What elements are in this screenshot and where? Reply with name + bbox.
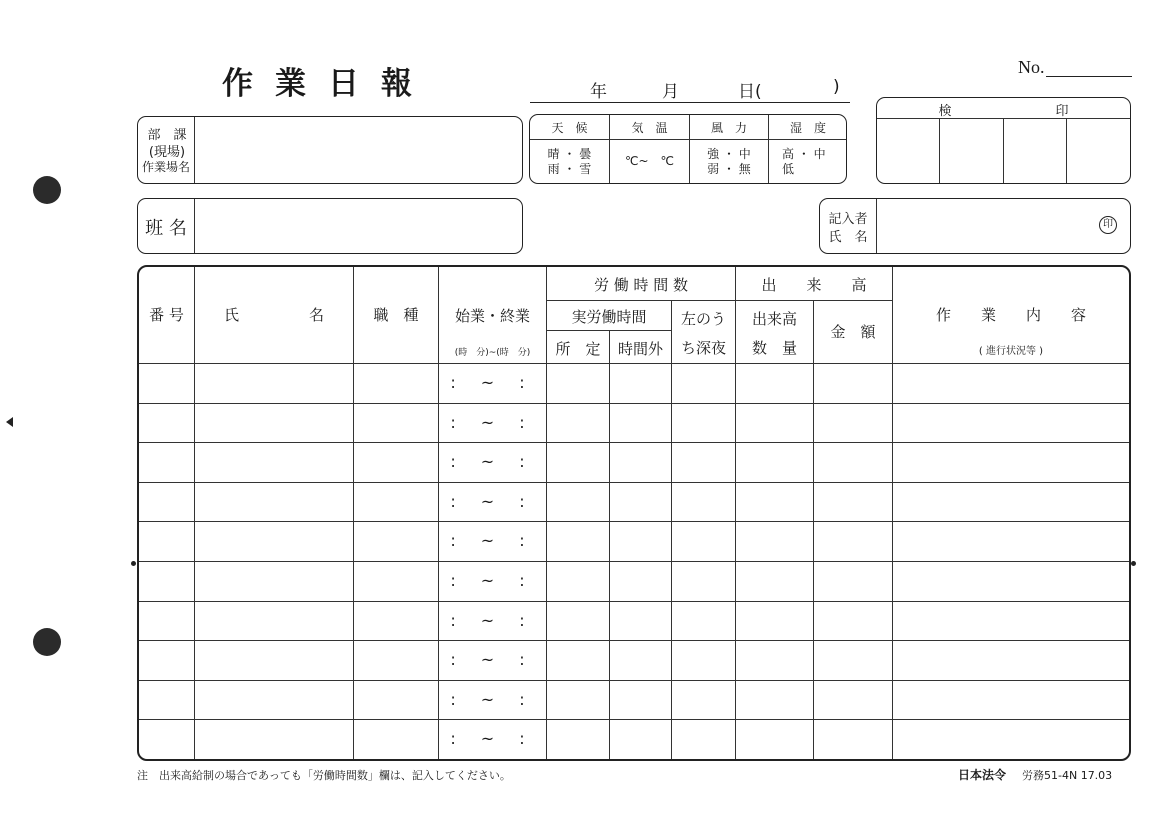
row-divider: [139, 482, 1129, 483]
row-time-field[interactable]: : ~ :: [450, 491, 535, 511]
date-close-label: ): [833, 77, 840, 97]
row-time-field[interactable]: : ~ :: [450, 373, 535, 392]
row-divider: [139, 521, 1129, 522]
punch-hole-bottom: [33, 628, 61, 656]
center-mark-left: [131, 561, 136, 566]
row-time-field[interactable]: : ~ :: [450, 650, 535, 670]
col-time-format: (時 分)~(時 分): [454, 348, 531, 358]
weather-header: 天 候: [551, 121, 588, 135]
output-qty-header-b: 数 量: [751, 339, 797, 357]
row-time-field[interactable]: : ~ :: [450, 452, 535, 472]
row-divider: [139, 640, 1129, 641]
department-box[interactable]: [137, 116, 523, 184]
row-time-field[interactable]: : ~ :: [450, 412, 535, 432]
temperature-range[interactable]: ℃~ ℃: [624, 154, 674, 168]
row-divider: [139, 601, 1129, 602]
department-label-3: 作業場名: [141, 160, 190, 174]
humidity-option[interactable]: 低: [782, 162, 795, 176]
labor-hours-header: 労 働 時 間 数: [593, 276, 689, 294]
actual-hours-header: 実労働時間: [571, 308, 647, 326]
recorder-label-1: 記入者: [828, 212, 868, 227]
center-mark-right: [1131, 561, 1136, 566]
wind-option[interactable]: 弱 ・ 無: [707, 162, 751, 176]
footer-note: 注 出来高給制の場合であっても「労働時間数」欄は、記入してください。: [137, 769, 511, 782]
date-day-label: 日(: [738, 82, 762, 102]
row-divider: [139, 403, 1129, 404]
night-hours-header-b: ち深夜: [680, 339, 726, 357]
department-label-2: (現場): [148, 145, 186, 160]
row-time-field[interactable]: : ~ :: [450, 689, 535, 709]
recorder-label-2: 氏 名: [828, 230, 868, 245]
number-label: No.: [1018, 57, 1045, 77]
team-name-label: 班 名: [145, 218, 187, 239]
temperature-header: 気 温: [631, 121, 668, 135]
row-time-field[interactable]: : ~ :: [450, 571, 535, 590]
recorder-box[interactable]: [819, 198, 1131, 254]
row-time-field[interactable]: : ~ :: [450, 531, 535, 551]
page-marker-arrow-icon: [6, 417, 13, 427]
row-divider: [139, 561, 1129, 562]
inspection-label: 検 印: [938, 104, 1069, 119]
punch-hole-top: [33, 176, 61, 204]
page-title: 作業日報: [222, 66, 434, 102]
date-month-label: 月: [662, 82, 679, 102]
col-number-header: 番 号: [149, 306, 184, 324]
date-underline: [530, 102, 850, 103]
work-table: [137, 265, 1131, 761]
seal-icon: 印: [1099, 216, 1117, 234]
humidity-option[interactable]: 高 ・ 中: [782, 147, 826, 161]
wind-option[interactable]: 強 ・ 中: [707, 147, 751, 161]
col-name-header-a: 氏: [224, 306, 240, 324]
overtime-header: 時間外: [617, 340, 663, 358]
night-hours-header-a: 左のう: [680, 310, 726, 328]
row-time-field[interactable]: : ~ :: [450, 729, 535, 749]
row-divider: [139, 719, 1129, 720]
work-content-header: 作 業 内 容: [935, 306, 1086, 324]
col-start-end-header: 始業・終業: [454, 307, 530, 325]
output-qty-header-a: 出来高: [751, 310, 797, 328]
row-divider: [139, 442, 1129, 443]
weather-box: [529, 114, 847, 184]
department-label-1: 部 課: [147, 128, 187, 143]
date-year-label: 年: [590, 82, 607, 102]
brand-logo: 日本法令: [958, 768, 1007, 782]
row-divider: [139, 680, 1129, 681]
col-job-header: 職 種: [373, 306, 419, 324]
row-time-field[interactable]: : ~ :: [450, 610, 535, 630]
number-field[interactable]: [1046, 76, 1132, 77]
humidity-header: 湿 度: [789, 121, 826, 135]
amount-header: 金 額: [830, 323, 876, 341]
wind-header: 風 力: [710, 121, 747, 135]
form-code: 労務51-4N 17.03: [1022, 769, 1113, 782]
regular-hours-header: 所 定: [555, 340, 601, 358]
col-name-header-b: 名: [309, 306, 325, 324]
weather-option[interactable]: 雨 ・ 雪: [547, 162, 592, 176]
team-name-box[interactable]: [137, 198, 523, 254]
output-header: 出 来 高: [761, 276, 867, 294]
work-content-note: ( 進行状況等 ): [978, 346, 1044, 357]
weather-option[interactable]: 晴 ・ 曇: [547, 147, 592, 161]
inspection-stamp-box: [876, 97, 1131, 184]
